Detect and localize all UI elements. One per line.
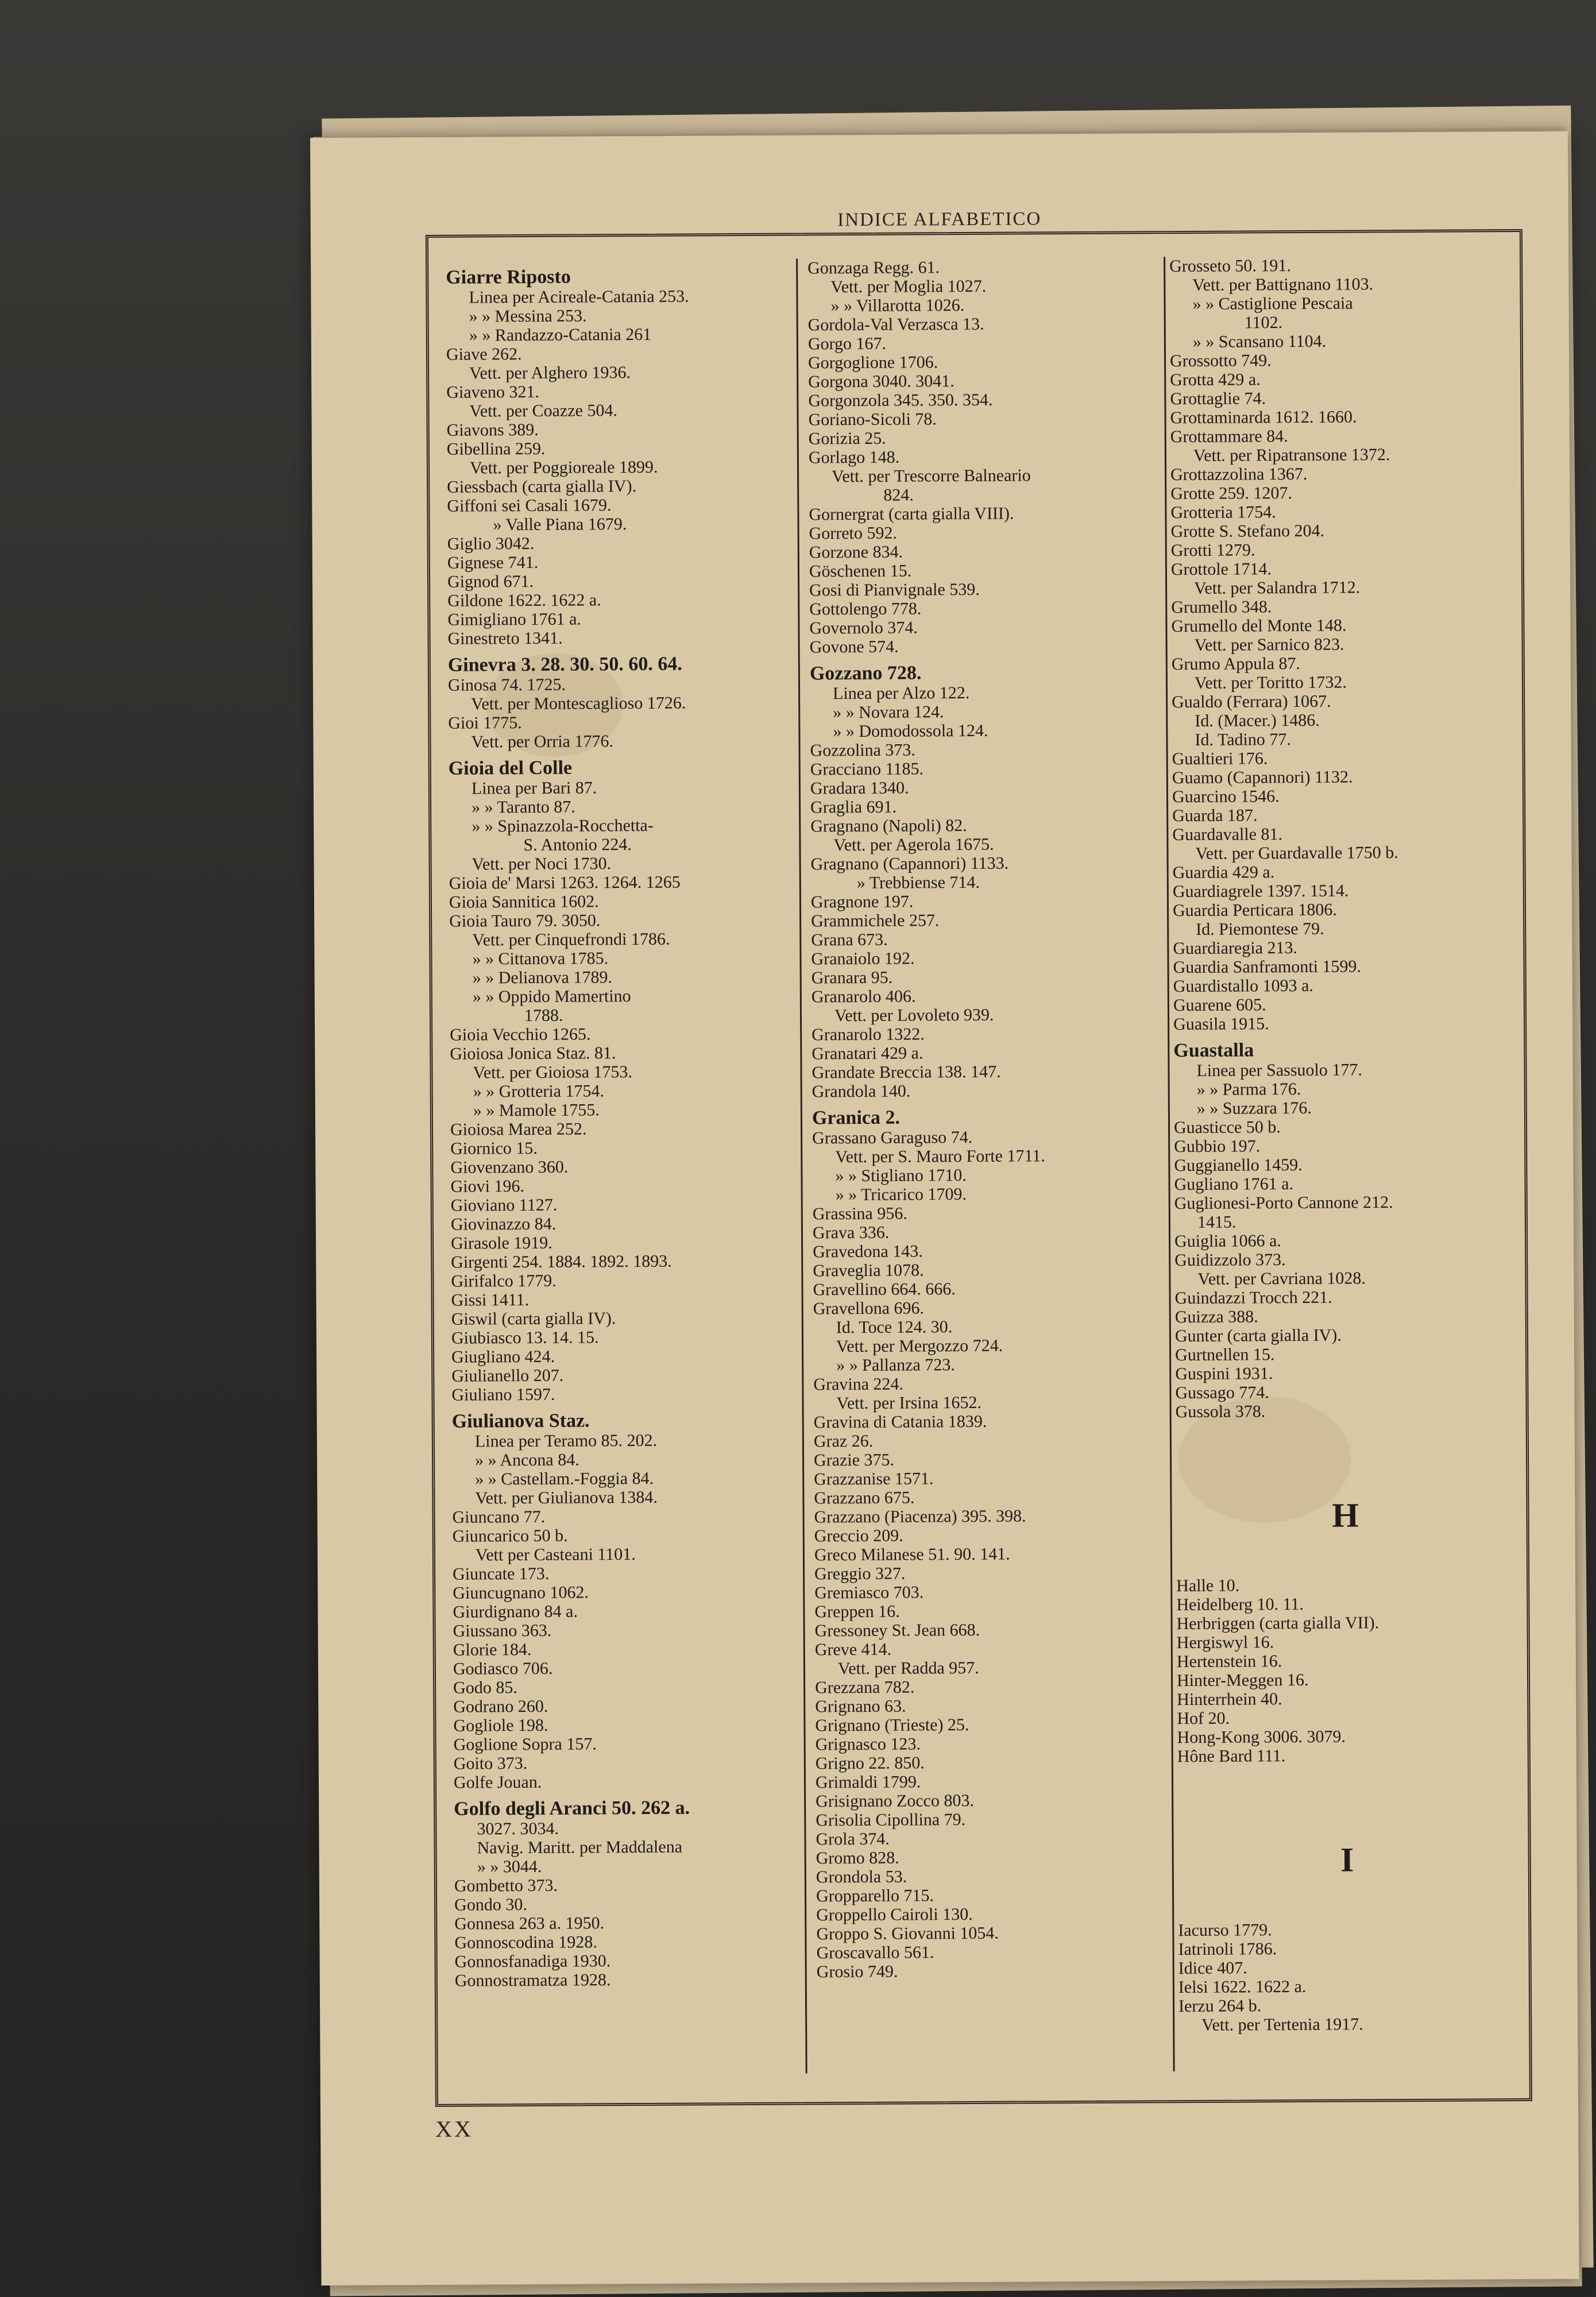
index-entry: Hergiswyl 16. <box>1176 1633 1274 1653</box>
index-column-2 <box>807 257 1167 1981</box>
index-entry: Giessbach (carta gialla IV). <box>447 477 637 497</box>
index-entry: Grumello 348. <box>1171 597 1272 617</box>
index-entry: Hinterrhein 40. <box>1177 1689 1282 1710</box>
index-entry: Gravedona 143. <box>813 1242 923 1262</box>
index-entry: Granara 95. <box>811 968 893 988</box>
index-entry: Gracciano 1185. <box>810 759 923 779</box>
index-entry: 1788. <box>524 1006 563 1026</box>
index-entry: » » Tricarico 1709. <box>835 1185 967 1205</box>
index-entry: Grazzano 675. <box>814 1488 915 1508</box>
index-entry: Granarolo 1322. <box>811 1024 925 1045</box>
index-entry: Vett. per Montescaglioso 1726. <box>471 693 686 714</box>
page-number: XX <box>435 2116 474 2142</box>
index-entry: Vett. per Salandra 1712. <box>1194 578 1361 598</box>
index-entry: » » Mamole 1755. <box>473 1100 600 1120</box>
index-entry: Vett. per Giulianova 1384. <box>475 1487 658 1508</box>
index-entry: » » Spinazzola-Rocchetta- <box>472 815 654 836</box>
index-entry: Heidelberg 10. 11. <box>1176 1594 1304 1615</box>
index-entry: Herbriggen (carta gialla VII). <box>1176 1613 1379 1634</box>
index-entry: Giurdignano 84 a. <box>453 1602 578 1622</box>
index-entry: Guarda 187. <box>1172 806 1258 826</box>
index-entry: Giovinazzo 84. <box>450 1214 557 1234</box>
index-column-1 <box>446 259 794 1990</box>
index-entry: Vett. per Lovoleto 939. <box>834 1005 994 1026</box>
index-entry: Giugliano 424. <box>451 1347 555 1367</box>
index-entry: Groscavallo 561. <box>816 1943 934 1963</box>
index-entry: Gubbio 197. <box>1174 1136 1261 1157</box>
index-entry: Graglia 691. <box>810 797 897 817</box>
index-entry: Gremiasco 703. <box>814 1583 924 1603</box>
index-entry: Linea per Bari 87. <box>471 778 597 798</box>
index-entry: Vett. per Orria 1776. <box>471 732 614 752</box>
index-entry: Gornergrat (carta gialla VIII). <box>809 504 1014 524</box>
index-entry: 824. <box>883 485 914 505</box>
index-column-3 <box>1169 255 1517 2035</box>
index-entry: Grossotto 749. <box>1169 351 1272 371</box>
index-entry: Guardia 429 a. <box>1172 863 1275 883</box>
index-entry: Vett. per Gioiosa 1753. <box>473 1062 633 1082</box>
index-entry: Gragnone 197. <box>810 892 914 912</box>
index-entry: Gombetto 373. <box>454 1876 558 1896</box>
index-entry: Gioiosa Jonica Staz. 81. <box>450 1043 616 1064</box>
index-entry: Gorgonzola 345. 350. 354. <box>808 390 993 411</box>
index-heading: Giulianova Staz. <box>451 1410 590 1432</box>
index-entry: » » Delianova 1789. <box>472 968 613 988</box>
index-entry: Guamo (Capannori) 1132. <box>1172 767 1353 788</box>
index-entry: » » Stigliano 1710. <box>835 1166 967 1186</box>
index-entry: Gradara 1340. <box>810 778 909 798</box>
index-entry: Vett. per Toritto 1732. <box>1194 672 1347 693</box>
index-entry: Gropparello 715. <box>816 1886 934 1906</box>
index-entry: Giffoni sei Casali 1679. <box>447 496 612 516</box>
index-entry: Gurtnellen 15. <box>1175 1345 1275 1365</box>
index-heading: Giarre Riposto <box>446 266 571 288</box>
index-entry: Giuliano 1597. <box>451 1385 555 1405</box>
index-entry: Vett. per Tertenia 1917. <box>1201 2014 1363 2035</box>
index-entry: » » Novara 124. <box>833 702 944 722</box>
index-entry: » » 3044. <box>477 1857 542 1877</box>
index-entry: Gosi di Pianvignale 539. <box>809 579 980 600</box>
index-entry: Guardia Perticara 1806. <box>1172 900 1337 921</box>
index-entry: Gogliole 198. <box>453 1715 548 1735</box>
index-entry: Grondola 53. <box>816 1867 907 1887</box>
index-entry: Iacurso 1779. <box>1178 1920 1272 1940</box>
index-entry: Grottazzolina 1367. <box>1170 464 1308 485</box>
index-entry: Guardiaregia 213. <box>1173 938 1298 958</box>
index-entry: Gromo 828. <box>816 1848 899 1868</box>
index-entry: Ginestreto 1341. <box>447 628 563 648</box>
index-entry: Gottolengo 778. <box>809 599 922 619</box>
index-entry: Gioi 1775. <box>448 713 522 733</box>
index-entry: Vett. per Cinquefrondi 1786. <box>472 929 670 950</box>
index-entry: Goito 373. <box>453 1754 528 1773</box>
index-entry: Girasole 1919. <box>450 1233 552 1253</box>
index-entry: Gondo 30. <box>454 1895 527 1915</box>
index-entry: Id. Toce 124. 30. <box>836 1317 953 1337</box>
index-entry: Gravellino 664. 666. <box>813 1279 956 1300</box>
index-entry: Gravellona 696. <box>813 1298 925 1318</box>
index-entry: Grandate Breccia 138. 147. <box>811 1062 1001 1082</box>
index-entry: Vett. per Ripatransone 1372. <box>1193 445 1390 465</box>
index-entry: Grignano 63. <box>815 1696 906 1716</box>
index-entry: Gorgoglione 1706. <box>807 353 938 373</box>
index-entry: Guizza 388. <box>1174 1307 1258 1327</box>
index-entry: Grotta 429 a. <box>1170 370 1261 390</box>
index-entry: Graveglia 1078. <box>813 1260 924 1281</box>
index-entry: Graz 26. <box>813 1431 874 1451</box>
index-entry: » » Suzzara 176. <box>1196 1098 1312 1118</box>
index-entry: Vett. per S. Mauro Forte 1711. <box>835 1146 1045 1167</box>
index-frame <box>426 229 1532 2107</box>
index-entry: Greccio 209. <box>814 1526 903 1546</box>
index-entry: Granarolo 406. <box>811 987 916 1007</box>
index-entry: Giulianello 207. <box>451 1366 564 1386</box>
index-entry: Guardavalle 81. <box>1172 825 1283 845</box>
index-entry: Idice 407. <box>1178 1958 1247 1978</box>
index-entry: Grottaminarda 1612. 1660. <box>1170 407 1357 428</box>
index-entry: Girifalco 1779. <box>451 1271 557 1291</box>
scanned-page <box>310 132 1579 2286</box>
index-entry: Groppello Cairoli 130. <box>816 1905 973 1925</box>
index-entry: Grava 336. <box>812 1223 890 1243</box>
index-entry: Gioia Tauro 79. 3050. <box>449 911 601 931</box>
index-entry: Navig. Maritt. per Maddalena <box>477 1837 683 1858</box>
index-entry: » Valle Piana 1679. <box>493 515 627 535</box>
index-entry: Gildone 1622. 1622 a. <box>447 590 601 610</box>
index-entry: Id. Tadino 77. <box>1195 730 1291 749</box>
index-entry: Grola 374. <box>816 1829 890 1849</box>
index-entry: Gozzolina 373. <box>810 740 915 760</box>
index-entry: Giuncugnano 1062. <box>453 1583 589 1603</box>
index-entry: Giovi 196. <box>450 1177 524 1196</box>
index-entry: Gioia Sannitica 1602. <box>449 892 599 912</box>
index-entry: Linea per Sassuolo 177. <box>1196 1060 1362 1080</box>
index-entry: Linea per Teramo 85. 202. <box>474 1430 658 1451</box>
index-entry: Grammichele 257. <box>811 911 940 931</box>
index-heading: Gioia del Colle <box>448 757 573 779</box>
index-entry: » » Ancona 84. <box>474 1450 579 1470</box>
index-entry: Grazzano (Piacenza) 395. 398. <box>814 1506 1026 1527</box>
index-entry: Grimaldi 1799. <box>815 1772 921 1792</box>
index-entry: Gragnano (Napoli) 82. <box>810 816 967 836</box>
column-divider <box>796 259 807 2074</box>
index-entry: Guspini 1931. <box>1175 1364 1273 1384</box>
index-entry: Giswil (carta gialla IV). <box>451 1309 616 1329</box>
index-entry: Gonnosfanadiga 1930. <box>454 1951 611 1971</box>
index-entry: » » Cittanova 1785. <box>472 949 609 969</box>
index-entry: Halle 10. <box>1176 1576 1240 1596</box>
index-entry: Vett. per Agerola 1675. <box>833 834 994 855</box>
index-entry: Gignod 671. <box>447 571 534 591</box>
index-entry: Goriano-Sicoli 78. <box>808 409 937 430</box>
index-entry: Ginosa 74. 1725. <box>447 675 566 695</box>
index-entry: Gonzaga Regg. 61. <box>807 258 940 278</box>
index-entry: » » Oppido Mamertino <box>472 987 631 1007</box>
index-entry: Guggianello 1459. <box>1174 1155 1303 1175</box>
index-heading: Ginevra 3. 28. 30. 50. 60. 64. <box>447 653 682 676</box>
index-entry: Gugliano 1761 a. <box>1174 1174 1294 1194</box>
index-entry: Gorgona 3040. 3041. <box>808 372 954 392</box>
index-entry: Grosio 749. <box>816 1962 898 1982</box>
index-entry: Guarene 605. <box>1173 995 1266 1015</box>
index-heading: Golfo degli Aranci 50. 262 a. <box>454 1797 690 1820</box>
index-entry: Greve 414. <box>814 1639 892 1660</box>
index-entry: » » Scansano 1104. <box>1192 331 1327 351</box>
index-entry: Godrano 260. <box>453 1696 548 1716</box>
index-entry: Grotte 259. 1207. <box>1170 484 1292 504</box>
index-entry: Grisignano Zocco 803. <box>816 1791 975 1811</box>
index-entry: Vett. per Radda 957. <box>837 1658 979 1679</box>
index-entry: Guindazzi Trocch 221. <box>1174 1287 1332 1308</box>
index-entry: Gunter (carta gialla IV). <box>1174 1325 1342 1346</box>
index-entry: Giovenzano 360. <box>450 1157 569 1177</box>
index-entry: Vett. per Noci 1730. <box>472 854 612 874</box>
index-heading: Gozzano 728. <box>809 662 922 685</box>
index-entry: » » Pallanza 723. <box>836 1355 955 1375</box>
index-entry: Grassano Garaguso 74. <box>812 1127 973 1148</box>
index-entry: Giuncarico 50 b. <box>452 1526 568 1546</box>
index-entry: Grottole 1714. <box>1170 559 1272 579</box>
index-entry: Grazie 375. <box>813 1450 895 1470</box>
index-entry: Gignese 741. <box>447 552 539 573</box>
index-entry: Grazzanise 1571. <box>814 1469 934 1489</box>
index-entry: Gussago 774. <box>1175 1383 1269 1403</box>
index-entry: Gorreto 592. <box>809 523 898 543</box>
index-entry: Vett. per Coazze 504. <box>469 401 617 421</box>
index-entry: Linea per Alzo 122. <box>832 683 970 703</box>
index-entry: Id. Piemontese 79. <box>1196 919 1324 939</box>
index-entry: Groppo S. Giovanni 1054. <box>816 1923 999 1944</box>
index-entry: Grigno 22. 850. <box>815 1753 925 1773</box>
index-entry: Giuncate 173. <box>453 1564 550 1584</box>
index-entry: Glorie 184. <box>453 1640 532 1660</box>
index-entry: Id. (Macer.) 1486. <box>1195 710 1320 730</box>
index-entry: Vett per Casteani 1101. <box>475 1545 636 1565</box>
index-entry: Gioia Vecchio 1265. <box>450 1024 591 1045</box>
index-entry: Gioia de' Marsi 1263. 1264. 1265 <box>449 872 681 893</box>
index-heading: Guastalla <box>1173 1039 1254 1062</box>
index-entry: Guardiagrele 1397. 1514. <box>1172 881 1349 902</box>
index-entry: » » Castellam.-Foggia 84. <box>475 1468 654 1489</box>
index-entry: Gioviano 1127. <box>450 1195 558 1215</box>
index-entry: Grottaglie 74. <box>1170 389 1266 409</box>
index-entry: Gussola 378. <box>1175 1402 1266 1422</box>
index-entry: Govone 574. <box>809 637 899 657</box>
index-entry: Grumo Appula 87. <box>1171 653 1301 674</box>
index-entry: Greppen 16. <box>814 1602 900 1622</box>
index-entry: Vett. per Sarnico 823. <box>1194 635 1344 655</box>
index-entry: Gorizia 25. <box>808 428 886 448</box>
index-entry: » » Villarotta 1026. <box>830 296 965 316</box>
index-entry: Grosseto 50. 191. <box>1169 256 1291 276</box>
index-entry: Vett. per Poggioreale 1899. <box>469 457 658 478</box>
index-entry: » » Grotteria 1754. <box>473 1081 605 1101</box>
index-entry: Giavons 389. <box>446 420 539 440</box>
index-entry: 1415. <box>1197 1212 1236 1232</box>
index-entry: Giglio 3042. <box>447 533 535 554</box>
index-entry: Guglionesi-Porto Cannone 212. <box>1174 1193 1393 1213</box>
index-entry: Guardistallo 1093 a. <box>1173 976 1313 996</box>
index-entry: Gravina 224. <box>813 1374 904 1394</box>
index-entry: Grana 673. <box>811 930 888 950</box>
index-entry: Gravina di Catania 1839. <box>813 1412 987 1432</box>
index-entry: Gorlago 148. <box>808 447 900 467</box>
index-entry: 3027. 3034. <box>477 1819 559 1839</box>
index-entry: Vett. per Trescorre Balneario <box>832 466 1031 486</box>
index-entry: Gimigliano 1761 a. <box>447 609 581 629</box>
index-entry: Vett. per Irsina 1652. <box>836 1393 982 1413</box>
section-letter: I <box>1340 1840 1354 1879</box>
index-entry: Hinter-Meggen 16. <box>1177 1670 1309 1691</box>
index-entry: Giaveno 321. <box>446 382 540 402</box>
index-entry: Gragnano (Capannori) 1133. <box>810 853 1009 874</box>
index-entry: Guardia Sanframonti 1599. <box>1173 957 1362 977</box>
index-entry: Gissi 1411. <box>451 1290 530 1310</box>
index-entry: Grignasco 123. <box>815 1734 921 1754</box>
index-entry: Grezzana 782. <box>815 1677 915 1697</box>
page-header: INDICE ALFABETICO <box>837 208 1042 231</box>
index-entry: Guasila 1915. <box>1173 1014 1269 1034</box>
index-entry: Gonnoscodina 1928. <box>454 1932 597 1952</box>
index-entry: Giornico 15. <box>450 1138 538 1158</box>
index-entry: Giuncano 77. <box>452 1507 546 1527</box>
index-entry: Golfe Jouan. <box>453 1772 542 1792</box>
index-entry: » » Taranto 87. <box>472 797 575 817</box>
index-entry: Göschenen 15. <box>809 561 912 581</box>
index-entry: Giubiasco 13. 14. 15. <box>451 1328 599 1348</box>
index-entry: Vett. per Guardavalle 1750 b. <box>1195 843 1398 863</box>
index-entry: Granatari 429 a. <box>811 1043 923 1064</box>
index-heading: Granica 2. <box>811 1107 901 1129</box>
index-entry: 1102. <box>1244 313 1283 332</box>
index-entry: Greggio 327. <box>814 1564 906 1584</box>
index-entry: Grotte S. Stefano 204. <box>1170 521 1325 542</box>
index-entry: Gualdo (Ferrara) 1067. <box>1172 691 1331 712</box>
index-entry: Gioiosa Marea 252. <box>450 1119 587 1139</box>
index-entry: Hong-Kong 3006. 3079. <box>1177 1727 1346 1747</box>
index-entry: Gonnesa 263 a. 1950. <box>454 1913 605 1933</box>
index-entry: Governolo 374. <box>809 618 918 638</box>
index-entry: S. Antonio 224. <box>523 835 632 855</box>
index-entry: » Trebbiense 714. <box>856 872 980 893</box>
index-entry: Grumello del Monte 148. <box>1171 616 1347 636</box>
section-letter: H <box>1332 1496 1359 1534</box>
index-entry: Hertenstein 16. <box>1176 1652 1282 1672</box>
index-entry: Girgenti 254. 1884. 1892. 1893. <box>451 1251 672 1272</box>
index-entry: » » Messina 253. <box>469 306 587 326</box>
index-entry: Granaiolo 192. <box>811 949 915 969</box>
index-entry: Grotteria 1754. <box>1170 502 1276 523</box>
index-entry: Gressoney St. Jean 668. <box>814 1620 980 1641</box>
index-entry: Giussano 363. <box>453 1621 552 1641</box>
index-entry: Giave 262. <box>446 345 522 364</box>
index-entry: Ielsi 1622. 1622 a. <box>1178 1977 1307 1997</box>
index-entry: Guarcino 1546. <box>1172 787 1280 807</box>
index-entry: Vett. per Cavriana 1028. <box>1197 1269 1366 1289</box>
index-entry: Grottammare 84. <box>1170 427 1288 447</box>
index-entry: Grignano (Trieste) 25. <box>815 1715 969 1735</box>
index-entry: Grandola 140. <box>811 1081 911 1101</box>
index-entry: Gualtieri 176. <box>1172 749 1268 769</box>
index-entry: Vett. per Moglia 1027. <box>830 276 987 297</box>
index-entry: Hof 20. <box>1177 1708 1230 1728</box>
index-entry: Grisolia Cipollina 79. <box>816 1810 966 1830</box>
index-entry: Gonnostramatza 1928. <box>454 1970 611 1990</box>
index-entry: Vett. per Alghero 1936. <box>469 363 631 383</box>
index-entry: Linea per Acireale-Catania 253. <box>469 287 689 307</box>
index-entry: Gorzone 834. <box>809 542 903 562</box>
index-entry: Ierzu 264 b. <box>1178 1996 1262 2016</box>
index-entry: Gibellina 259. <box>446 439 546 459</box>
index-entry: Grassina 956. <box>812 1204 907 1224</box>
index-entry: Iatrinoli 1786. <box>1178 1939 1277 1959</box>
index-entry: Guidizzolo 373. <box>1174 1250 1286 1270</box>
index-entry: » » Castiglione Pescaia <box>1192 293 1353 314</box>
index-entry: Hône Bard 111. <box>1177 1746 1286 1766</box>
index-entry: » » Randazzo-Catania 261 <box>469 324 652 345</box>
index-entry: » » Parma 176. <box>1196 1079 1301 1099</box>
index-entry: Godo 85. <box>453 1678 517 1697</box>
index-entry: Guiglia 1066 a. <box>1174 1231 1281 1251</box>
index-entry: Vett. per Mergozzo 724. <box>836 1336 1003 1356</box>
index-entry: » » Domodossola 124. <box>833 721 988 741</box>
index-entry: Gordola-Val Verzasca 13. <box>807 314 984 335</box>
index-entry: Vett. per Battignano 1103. <box>1192 274 1374 295</box>
index-entry: Goglione Sopra 157. <box>453 1734 597 1754</box>
index-entry: Grotti 1279. <box>1170 540 1255 560</box>
index-entry: Guasticce 50 b. <box>1173 1117 1281 1138</box>
index-entry: Greco Milanese 51. 90. 141. <box>814 1544 1010 1565</box>
index-entry: Godiasco 706. <box>453 1658 553 1679</box>
index-entry: Gorgo 167. <box>807 334 887 354</box>
